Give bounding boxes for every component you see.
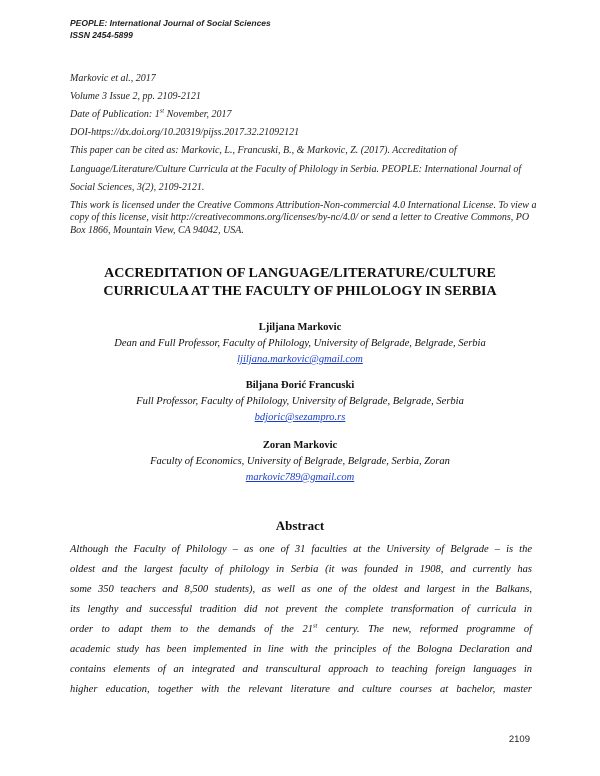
citation-text: This paper can be cited as: Markovic, L., Francuski, B., & Markovic, Z. (2017). Accreditation of Language/Literature/Culture Curricula at the Faculty of Philology in Serbia. PEOPLE: International Journal of Social Sciences, 3(2), 2109-2121. — [70, 145, 522, 193]
title-line-2: CURRICULA AT THE FACULTY OF PHILOLOGY IN SERBIA — [103, 284, 497, 299]
author-name: Biljana Đorić Francuski — [245, 380, 355, 391]
author-block-3 — [60, 438, 540, 486]
author-block-2 — [60, 378, 540, 426]
abstract-line: oldest and the largest faculty of philology in Serbia (it was founded in 1908, and currently has — [70, 564, 532, 575]
author-name: Zoran Markovic — [262, 440, 338, 451]
abstract-line: some 350 teachers and 8,500 students), as well as one of the oldest and largest in the Balkans, — [70, 584, 532, 595]
license-text: This work is licensed under the Creative Commons Attribution-Non-commercial 4.0 International License. To view a copy of this license, visit http://creativecommons.org/licenses/by-nc/4.0/ or send a letter to Creative Commons, PO Box 1866, Mountain View, CA 94042, USA. — [70, 199, 537, 236]
journal-name: PEOPLE: International Journal of Social Sciences — [70, 18, 271, 28]
journal-header — [70, 17, 271, 41]
publication-date: Date of Publication: 1st November, 2017 — [70, 107, 232, 120]
doi-link[interactable]: DOI-https://dx.doi.org/10.20319/pijss.2017.32.21092121 — [70, 127, 300, 138]
author-affiliation: Full Professor, Faculty of Philology, University of Belgrade, Belgrade, Serbia — [136, 396, 464, 407]
abstract-line: higher education, together with the relevant literature and culture courses at bachelor, master — [70, 684, 532, 695]
author-email-link[interactable]: bdjoric@sezampro.rs — [254, 412, 346, 423]
title-line-1: ACCREDITATION OF LANGUAGE/LITERATURE/CULTURE — [104, 266, 496, 281]
abstract-body — [70, 540, 532, 700]
volume-info: Volume 3 Issue 2, pp. 2109-2121 — [70, 91, 201, 102]
author-name: Ljiljana Markovic — [258, 322, 342, 333]
authors-year: Markovic et al., 2017 — [70, 73, 156, 84]
page-number: 2109 — [508, 734, 530, 745]
author-block-1 — [60, 320, 540, 368]
abstract-heading: Abstract — [275, 518, 325, 533]
author-affiliation: Faculty of Economics, University of Belgrade, Belgrade, Serbia, Zoran — [150, 456, 450, 467]
abstract-line: academic study has been implemented in line with the principles of the Bologna Declaration and — [70, 644, 532, 655]
paper-title — [60, 265, 540, 301]
abstract-line: Although the Faculty of Philology – as one of 31 faculties at the University of Belgrade – is the — [70, 544, 532, 555]
author-email-link[interactable]: ljiljana.markovic@gmail.com — [237, 354, 363, 365]
abstract-line: contains elements of an integrated and transcultural approach to teaching foreign languages in — [70, 664, 532, 675]
article-metadata — [70, 70, 540, 237]
author-email-link[interactable]: markovic789@gmail.com — [245, 472, 355, 483]
abstract-line: order to adapt them to the demands of the 21st century. The new, reformed programme of — [70, 622, 533, 635]
journal-issn: ISSN 2454-5899 — [70, 30, 133, 40]
abstract-line: its lengthy and successful tradition did not prevent the complete transformation of curricula in — [70, 604, 532, 615]
author-affiliation: Dean and Full Professor, Faculty of Philology, University of Belgrade, Belgrade, Serbia — [114, 338, 486, 349]
